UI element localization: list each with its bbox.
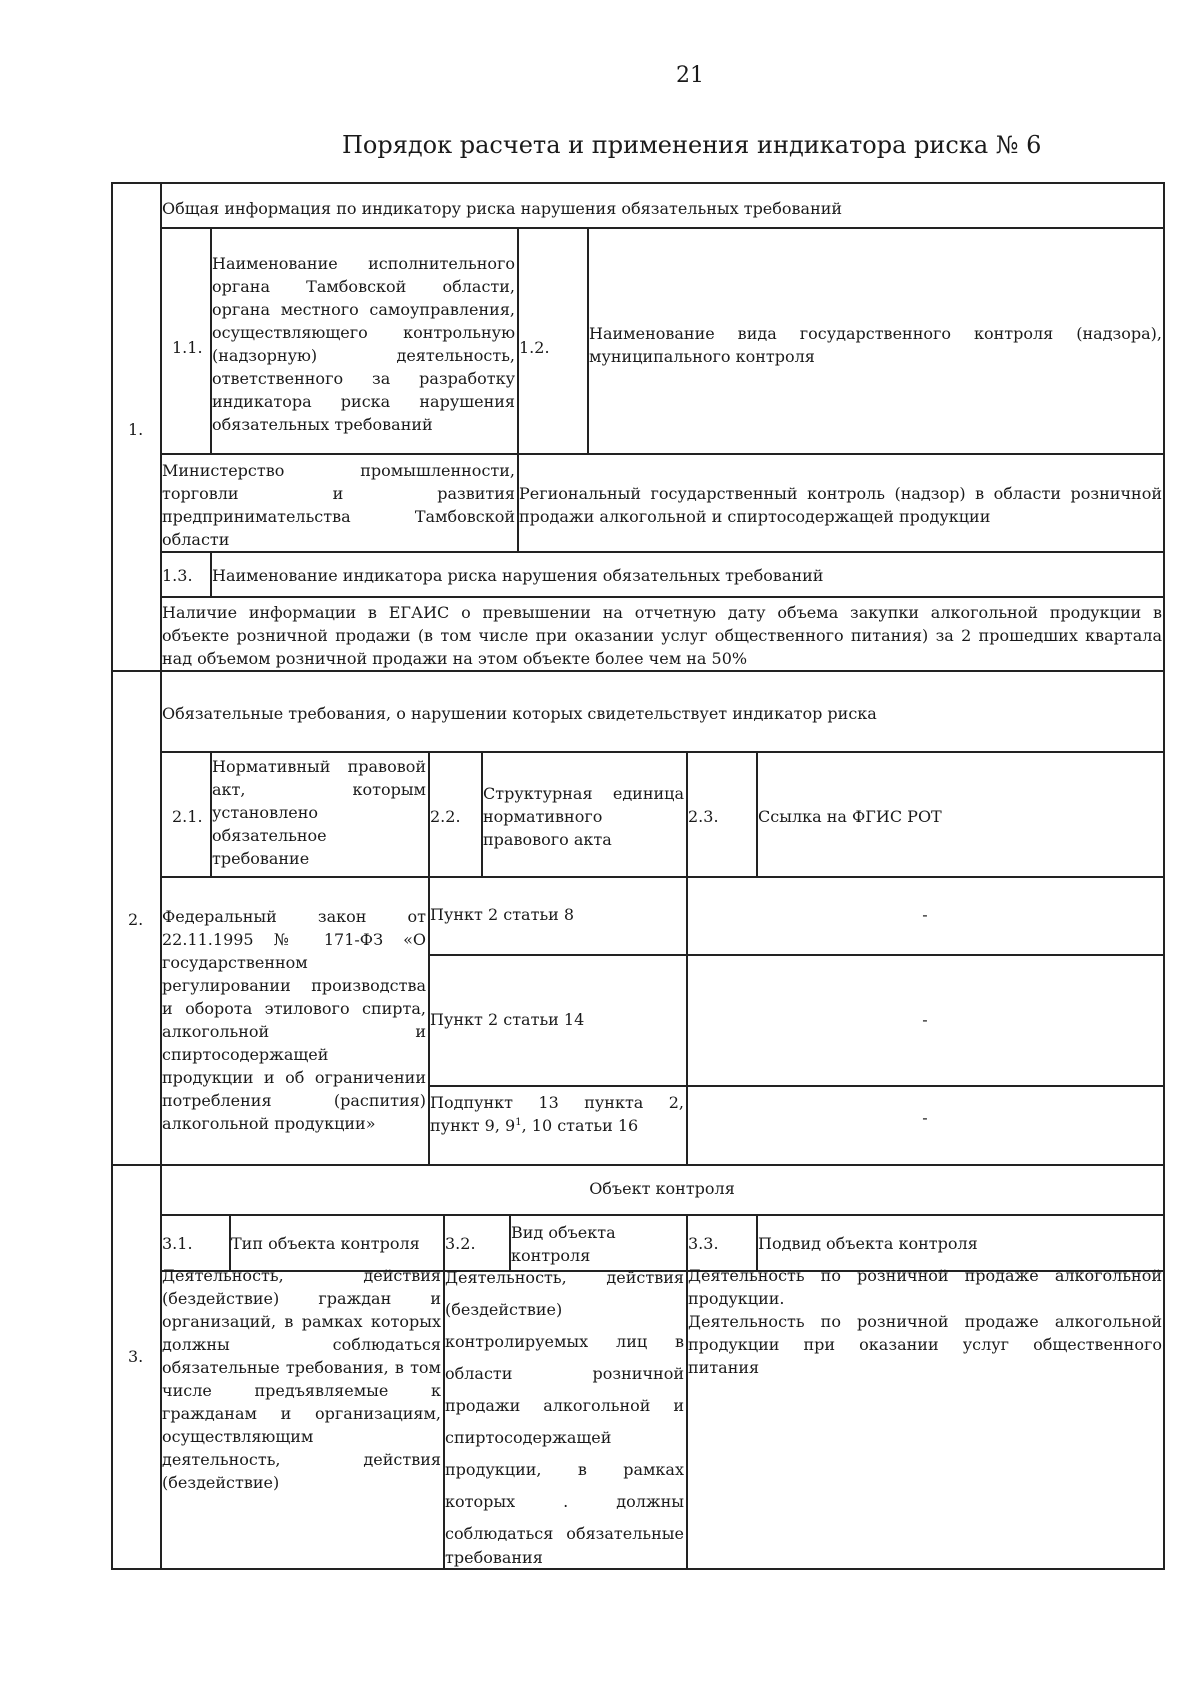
object-kind-line: контролируемых лиц в	[445, 1332, 684, 1351]
law-line: спиртосодержащей	[162, 1045, 329, 1064]
cell-1-1-line: Наименование исполнительного	[212, 254, 515, 273]
object-kind-line: продажи алкогольной и	[445, 1396, 684, 1415]
cell-3-2-label-line1: Вид объекта	[511, 1223, 616, 1242]
law-line: Федеральный закон от	[162, 907, 426, 926]
indicator-line: объекте розничной продажи (в том числе при оказании услуг общественного питания) за 2 прошедших квартала	[162, 626, 1162, 645]
cell-2-1-line: обязательное	[212, 826, 327, 845]
cell-3-1-label: Тип объекта контроля	[231, 1234, 420, 1253]
page-number: 21	[676, 63, 704, 88]
cell-2-1-line: требование	[212, 849, 310, 868]
structural-unit: Пункт 2 статьи 8	[430, 905, 575, 924]
object-kind-line: спиртосодержащей	[445, 1428, 612, 1447]
fgis-link-value: -	[922, 1010, 928, 1029]
object-kind-line: требования	[445, 1548, 543, 1567]
cell-1-2-label-line1: Наименование вида государственного контроля (надзора),	[589, 324, 1162, 343]
object-type-line: гражданам и организациям,	[162, 1404, 441, 1423]
cell-2-1-line: акт, которым	[212, 780, 426, 799]
cell-1-1-number: 1.1.	[172, 338, 203, 357]
cell-1-1-line: ответственного за разработку	[212, 369, 515, 388]
object-kind-line: (бездействие)	[445, 1300, 563, 1319]
object-subkind-line: продукции при оказании услуг общественного	[688, 1335, 1162, 1354]
object-type-line: (бездействие) граждан и	[162, 1289, 441, 1308]
cell-1-1-line: индикатора риска нарушения	[212, 392, 515, 411]
law-line: алкогольной продукции»	[162, 1114, 376, 1133]
law-line: алкогольной и	[162, 1022, 426, 1041]
cell-2-1-line: Нормативный правовой	[212, 757, 426, 776]
cell-2-2-line: Структурная единица	[483, 784, 684, 803]
object-type-line: осуществляющим	[162, 1427, 314, 1446]
cell-2-2-line: нормативного	[483, 807, 603, 826]
cell-1-3-label: Наименование индикатора риска нарушения обязательных требований	[212, 566, 824, 585]
control-type-line2: продажи алкогольной и спиртосодержащей продукции	[519, 507, 991, 526]
ministry-line: Министерство промышленности,	[162, 461, 515, 480]
ministry-line: торговли и развития	[162, 484, 515, 503]
section-3-header: Объект контроля	[589, 1179, 735, 1198]
cell-2-3-number: 2.3.	[688, 807, 719, 826]
object-subkind-line: Деятельность по розничной продаже алкогольной	[688, 1266, 1162, 1285]
cell-3-3-label: Подвид объекта контроля	[758, 1234, 978, 1253]
section-3-number: 3.	[128, 1347, 144, 1366]
object-type-line: (бездействие)	[162, 1473, 280, 1492]
cell-1-3-number: 1.3.	[162, 566, 193, 585]
object-kind-line: соблюдаться обязательные	[445, 1524, 684, 1543]
object-type-line: организаций, в рамках которых	[162, 1312, 441, 1331]
cell-1-2-label-line2: муниципального контроля	[589, 347, 815, 366]
section-2-number: 2.	[128, 910, 144, 929]
object-type-line: должны соблюдаться	[162, 1335, 441, 1354]
law-line: государственном	[162, 953, 308, 972]
section-2-header: Обязательные требования, о нарушении которых свидетельствует индикатор риска	[162, 704, 877, 723]
law-line: потребления (распития)	[162, 1091, 426, 1110]
cell-2-1-number: 2.1.	[172, 807, 203, 826]
cell-1-1-line: органа местного самоуправления,	[212, 300, 515, 319]
indicator-line: Наличие информации в ЕГАИС о превышении на отчетную дату объема закупки алкогольной продукции в	[162, 603, 1162, 622]
cell-1-2-number: 1.2.	[519, 338, 550, 357]
object-kind-line: Деятельность, действия	[445, 1268, 684, 1287]
object-subkind-line: питания	[688, 1358, 760, 1377]
cell-2-3-label: Ссылка на ФГИС РОТ	[758, 807, 942, 826]
law-line: продукции и об ограничении	[162, 1068, 426, 1087]
ministry-line: области	[162, 530, 230, 549]
object-type-line: обязательные требования, в том	[162, 1358, 441, 1377]
object-type-line: деятельность, действия	[162, 1450, 441, 1469]
law-line: 22.11.1995 № 171-ФЗ «О	[162, 930, 426, 949]
object-kind-line: области розничной	[445, 1364, 684, 1383]
fgis-link-value: -	[922, 1108, 928, 1127]
structural-unit-line2: пункт 9, $9^1$, 10 статьи 16	[430, 1116, 639, 1135]
cell-2-2-line: правового акта	[483, 830, 612, 849]
cell-3-2-number: 3.2.	[445, 1234, 476, 1253]
section-1-header: Общая информация по индикатору риска нарушения обязательных требований	[162, 199, 843, 218]
cell-1-1-line: обязательных требований	[212, 415, 433, 434]
indicator-line: над объемом розничной продажи на этом объекте более чем на 50%	[162, 649, 748, 668]
law-line: и оборота этилового спирта,	[162, 999, 426, 1018]
object-subkind-line: Деятельность по розничной продаже алкогольной	[688, 1312, 1162, 1331]
fgis-link-value: -	[922, 905, 928, 924]
cell-1-1-line: (надзорную) деятельность,	[212, 346, 515, 365]
page-title: Порядок расчета и применения индикатора риска № 6	[342, 131, 1042, 159]
cell-3-1-number: 3.1.	[162, 1234, 193, 1253]
object-type-line: Деятельность, действия	[162, 1266, 441, 1285]
cell-1-1-line: осуществляющего контрольную	[212, 323, 515, 342]
cell-2-1-line: установлено	[212, 803, 318, 822]
section-1-number: 1.	[128, 420, 144, 439]
structural-unit: Пункт 2 статьи 14	[430, 1010, 585, 1029]
ministry-line: предпринимательства Тамбовской	[162, 507, 515, 526]
object-type-line: числе предъявляемые к	[162, 1381, 441, 1400]
object-kind-line: продукции, в рамках	[445, 1460, 684, 1479]
cell-2-2-number: 2.2.	[430, 807, 461, 826]
law-line: регулировании производства	[162, 976, 426, 995]
cell-3-2-label-line2: контроля	[511, 1246, 591, 1265]
cell-3-3-number: 3.3.	[688, 1234, 719, 1253]
structural-unit-line1: Подпункт 13 пункта 2,	[430, 1093, 684, 1112]
object-kind-line: которых . должны	[445, 1492, 684, 1511]
control-type-line1: Региональный государственный контроль (надзор) в области розничной	[519, 484, 1162, 503]
object-subkind-line: продукции.	[688, 1289, 785, 1308]
cell-1-1-line: органа Тамбовской области,	[212, 277, 515, 296]
